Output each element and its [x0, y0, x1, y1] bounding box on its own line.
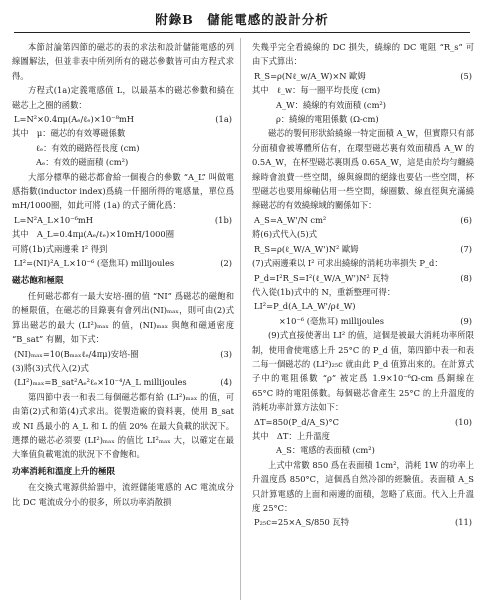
equation-text: ×10⁻⁶ (毫焦耳) millijoules — [254, 315, 384, 326]
paragraph: 磁芯的製何形狀給繞線一特定面積 A_W，但實際只有部分面積會被導體所佔有，在環型磁芯裏有效面積爲 A_W 的 0.5A_W，在杯型磁芯裏則爲 0.65A_W，這是由於均勻纏繞線時會浪費一些空間，線與線間的絕緣也要佔一些空間，杯型磁芯也要用線軸佔用一些空間，線圈數、線直徑與充滿繞線磁芯的有效繞線域的關係如下： — [252, 128, 474, 211]
equation-text: A_S=A_W'/N cm² — [254, 214, 327, 225]
paragraph: 上式中常數 850 爲在表面積 1cm²，消耗 1W 的功率上升溫度爲 850°C，這個爲自然冷卻的經驗值。表面積 A_S 只計算電感的上面和兩邊的面積，忽略了底面。代入上升溫度 25°C： — [252, 459, 474, 513]
definition-line: Aₑ：有效的磁面積 (cm²) — [36, 157, 129, 168]
paragraph: (9)式直接使著出 LI² 的值，這個是被最大消耗功率所限制，使用會使電感上升 25°C 的 P_d 值，第四節中表一和表二每一個磁芯的 (LI²)₂₅c 就由此 P_d 值算出來的。在計算式子中的電阻係數 “ρ” 被定爲 1.9×10⁻⁶Ω-cm 爲銅線在 65°C 時的電阻係數。每個磁芯會產生 25°C 的上升溫度的消耗功率計算方法如下： — [252, 330, 474, 413]
equation — [12, 347, 234, 361]
equation-number: (6) — [460, 214, 472, 225]
paragraph: 本節討論第四節的磁芯的表的求法和設計儲能電感的列線圖解法，但並非表中所列所有的磁芯參數皆可由方程式求得。 — [12, 42, 234, 81]
equation-number: (3) — [220, 348, 232, 359]
section-heading: 磁芯飽和極限 — [12, 275, 64, 286]
paragraph: 將(6)式代入(5)式 — [252, 229, 317, 240]
equation-number: (7) — [460, 243, 472, 254]
equation-number: (9) — [460, 315, 472, 326]
equation — [252, 314, 474, 328]
left-column — [12, 40, 234, 509]
paragraph: (7)式兩邊乘以 I² 可求出繞線的消耗功率損失 P_d： — [252, 258, 443, 269]
definition-line: ℓₑ：有效的磁路徑長度 (cm) — [36, 142, 140, 153]
equation-text: L=N²A_L×10⁻⁶mH — [14, 214, 94, 225]
page-title: 附錄B 儲能電感的設計分析 — [155, 12, 329, 27]
equation-number: (4) — [220, 377, 232, 388]
paragraph: 任何磁芯都有一最大安培-圈的值 “NI” 爲磁芯的磁飽和的極限值，在磁芯的目錄裏有會列出(NI)ₘₐₓ，則可由(2)式算出磁芯的最大 (LI²)ₘₐₓ 的值，(NI)ₘₐₓ 與飽和磁通密度 “B_sat” 有關，如下式： — [12, 290, 234, 345]
equation — [252, 69, 474, 83]
equation-number: (8) — [460, 272, 472, 283]
equation-text: (NI)ₘₐₓ=10(Bₘₐₓℓₑ/4πμ)安培-圈 — [14, 348, 139, 359]
equation-text: R_S=ρ(ℓ_W/A_W')N² 歐姆 — [254, 243, 359, 254]
equation — [12, 256, 234, 270]
equation — [12, 112, 234, 126]
equation — [252, 271, 474, 285]
equation-number: (10) — [454, 416, 472, 427]
definition-line: A_S：電感的表面積 (cm²) — [276, 445, 375, 456]
equation-number: (1b) — [214, 214, 232, 225]
definition-line: ρ：繞線的電阻係數 (Ω-cm) — [276, 114, 379, 125]
equation — [252, 242, 474, 256]
equation-text: ΔT=850(P_d/A_S)°C — [254, 416, 339, 427]
page-header — [14, 6, 470, 33]
equation-number: (5) — [460, 70, 472, 81]
equation-text: LI²=P_d(A_LA_W'/ρℓ_W) — [254, 301, 356, 312]
paragraph: (3)將(3)式代入(2)式 — [12, 362, 89, 373]
equation-text: (LI²)ₘₐₓ=B_sat²Aₑ²ℓₑ×10⁻⁴/A_L millijoules — [14, 377, 187, 388]
equation — [252, 213, 474, 227]
paragraph: 其中 μ：磁芯的有效導磁係數 — [12, 128, 126, 139]
equation — [12, 213, 234, 227]
paragraph: 其中 ℓ_w：每一圈平均長度 (cm) — [252, 85, 381, 96]
equation-text: P₂₅c=25×A_S/850 瓦特 — [254, 517, 350, 528]
paragraph: 失幾乎完全看繞線的 DC 損失，繞線的 DC 電阻 “R_s” 可由下式算出： — [252, 42, 474, 67]
equation-text: LI²=(NI)²A_L×10⁻⁶ (毫焦耳) millijoules — [14, 258, 175, 269]
equation-text: L=N²×0.4πμ(Aₑ/ℓₑ)×10⁻⁸mH — [14, 114, 135, 125]
paragraph: 大部分標準的磁芯都會給一個複合的參數 “A_L” 叫做電感指數(inductor index)爲繞一仟圈所得的電感量，單位爲 mH/1000圈，如此可將 (1a) 的式子簡化爲： — [12, 171, 234, 211]
equation — [252, 415, 474, 429]
paragraph: 代入從(1b)式中的 N，重新整理可得： — [252, 286, 396, 297]
equation — [12, 375, 234, 389]
column-divider — [240, 38, 241, 600]
equation-text: R_S=ρ(Nℓ_w/A_W)×N 歐姆 — [254, 70, 366, 81]
equation — [252, 515, 474, 529]
paragraph: 其中 ΔT：上升溫度 — [252, 430, 330, 441]
paragraph: 第四節中表一和表二每個磁芯都有給 (LI²)ₘₐₓ 的值，可由第(2)式和第(4)式求出。從製造廠的資料裏，使用 B_sat 或 NI 爲最小的 A_L 和 L 的值 20% 在最大負載的狀況下。選擇的磁芯必須要 (LI²)ₘₐₓ 的值比 LI²ₘₐₓ 大，以確定在最大峯值負載電流的狀況下不會飽和。 — [12, 391, 234, 460]
paragraph: 在交換式電源供給器中，流經儲能電感的 AC 電流成分比 DC 電流成分小的很多，所以功率消散損 — [12, 482, 234, 507]
paragraph: 可將(1b)式兩邊乘 I² 得到 — [12, 243, 108, 254]
equation-number: (2) — [220, 258, 232, 269]
right-column — [252, 40, 474, 530]
equation-number: (11) — [454, 517, 472, 528]
paragraph: 方程式(1a)定義電感值 L，以最基本的磁芯參數和繞在磁芯上之圈的函數： — [12, 85, 234, 110]
section-heading: 功率消耗和溫度上升的極限 — [12, 466, 116, 477]
paragraph: 其中 A_L=0.4πμ(Aₑ/ℓₑ)×10mH/1000圈 — [12, 229, 175, 240]
equation — [252, 299, 474, 313]
definition-line: A_W：繞線的有效面積 (cm²) — [276, 99, 386, 110]
equation-text: P_d=I²R_S=I²(ℓ_W/A_W')N² 瓦特 — [254, 272, 389, 283]
equation-number: (1a) — [215, 114, 232, 125]
